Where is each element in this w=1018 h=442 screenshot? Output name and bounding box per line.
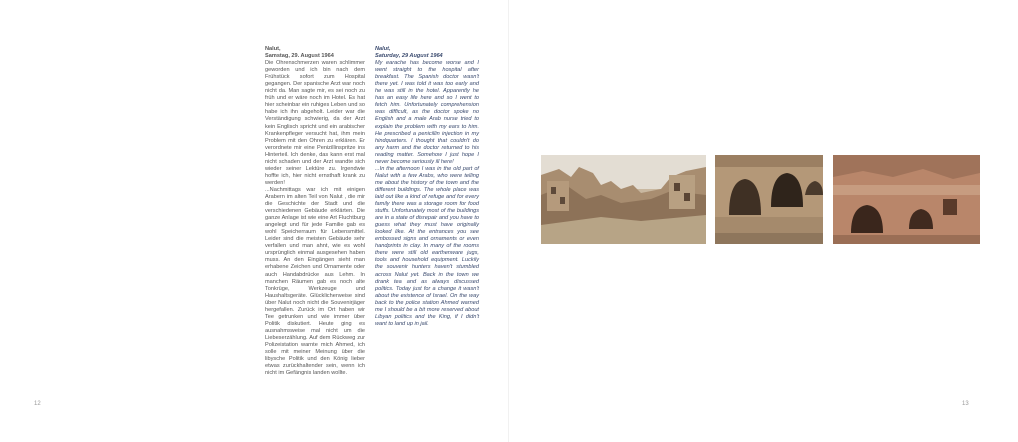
english-text-column: [375, 46, 479, 328]
english-heading-place: Nalut,: [375, 46, 391, 52]
german-paragraph-2: ...Nachmittags war ich mit einigen Arabern im alten Teil von Nalut , die mir die Geschichte der Stadt und die verschiedenen Gebäude erklärten. Die ganze Anlage ist wie eine Art Fluchtburg angelegt und für jede Familie gab es wohl Speicherraum für Lebensmittel. Leider sind die meisten Gebäude sehr verfallen und man ahnt, wie es wohl ursprünglich einmal ausgesehen haben muss. An den Eingängen sieht man erhabene Zeichen und Ornamente oder auch Handabdrücke aus Lehm. In manchen Räumen gab es noch alte Tonkrüge, Werkzeuge und Haushaltsgeräte. Glücklicherweise sind über Nalut noch nicht die Souvenirjäger hergefallen. Zurück im Ort haben wir Tee getrunken und wie immer über Politik diskutiert. Heute ging es ausnahmsweise mal nicht um die Liebeserzählung. Auf dem Rückweg zur Polizeistation warnte mich Ahmed, ich solle mit meiner Meinung über die libysche Politik und den König lieber etwas zurückhaltender sein, wenn ich nicht im Gefängnis landen wollte.: [265, 186, 365, 377]
photo-ruined-granary: [541, 155, 706, 244]
german-text-column: [265, 46, 365, 377]
german-paragraph-1: Die Ohrenschmerzen waren schlimmer geworden und ich bin nach dem Frühstück sofort zum Hospital gegangen. Der spanische Arzt war noch nicht da. Man sagte mir, es sei noch zu früh und er wäre noch im Hotel. Es hat hier scheinbar ein ruhiges Leben und so habe ich ihn abgeholt. Leider war die Verständigung schwierig, da der Arzt kein Englisch spricht und ein arabischer Krankenpfleger versucht hat, ihm mein Problem mit den Ohren zu erklären. Er verordnete mir eine Penizillinspritze ins Hinterteil. Ich denke, das kann erst mal nicht schaden und der Arzt wandte sich wieder seiner Lektüre zu. Irgendwie hoffte ich, hier nicht ernsthaft krank zu werden!: [265, 60, 365, 186]
english-paragraph-1: My earache has become worse and I went straight to the hospital after breakfast. The Spanish doctor wasn't there yet. I was told it was too early and he was still in the hotel. Apparently he has an easy life here and so I went to fetch him. Unfortunately comprehension was difficult, as the doctor spoke no English and a male Arab nurse tried to explain the problem with my ears to him. He prescribed a penicillin injection in my hindquarters. I thought that couldn't do any harm and the doctor returned to his reading matter. Somehow I just hope I never become seriously ill here!: [375, 60, 479, 165]
english-heading-date: Saturday, 29 August 1964: [375, 53, 443, 60]
german-heading-place: Nalut,: [265, 46, 281, 52]
page-number-left: 12: [34, 401, 41, 407]
english-paragraph-2: ...In the afternoon I was in the old part of Nalut with a few Arabs, who were telling me about the history of the town and the different buildings. The whole place was laid out like a kind of refuge and for every family there was a storage room for food stuffs. Unfortunately most of the buildings are in a state of disrepair and you have to guess what they must have originally looked like. At the entrances you see embossed signs and ornaments or even handprints in clay. In many of the rooms there were still old earthenware jugs, tools and household equipment. Luckily the souvenir hunters haven't stumbled across Nalut yet. Back in the town we drank tea and as always discussed politics. Today just for a change it wasn't about the existence of Israel. On the way back to the police station Ahmed warned me I should be a bit more reserved about Libyan politics and the King, if I didn't want to land up in jail.: [375, 165, 479, 327]
photo-storage-chambers: [833, 155, 980, 244]
german-heading-date: Samstag, 29. August 1964: [265, 53, 334, 60]
page-number-right: 13: [962, 401, 969, 407]
photo-cave-doorways: [715, 155, 823, 244]
